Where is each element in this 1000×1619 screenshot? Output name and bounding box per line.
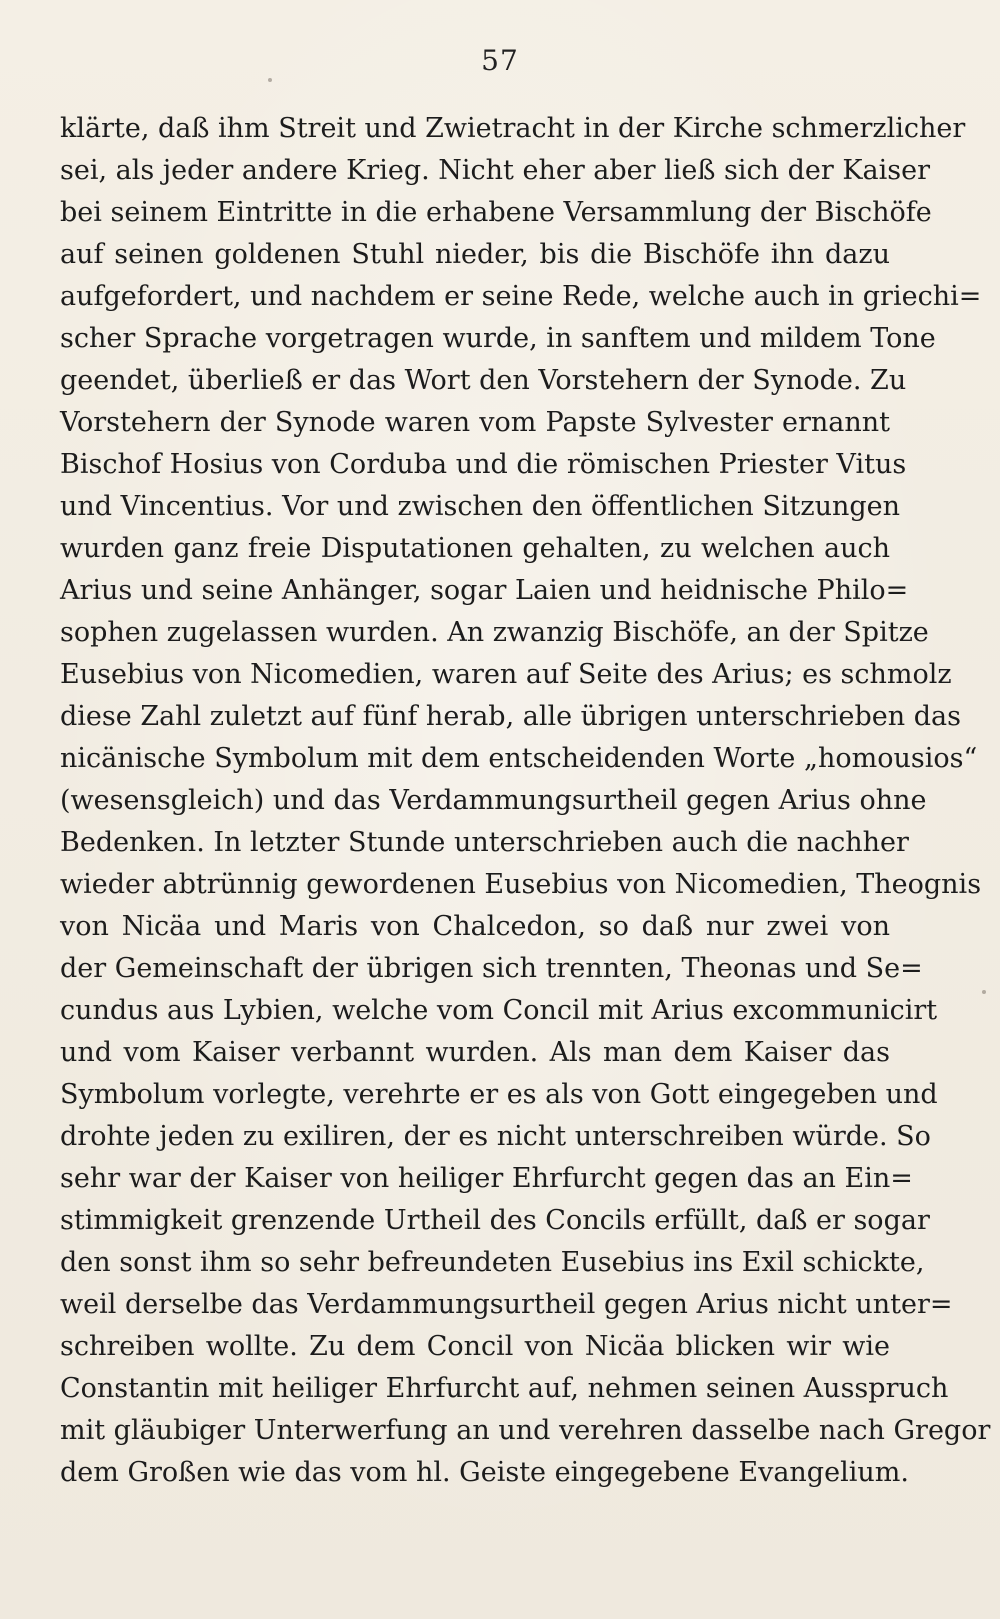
text-line: Symbolum vorlegte, verehrte er es als von Gott eingegeben und	[60, 1079, 938, 1110]
text-line: Vorstehern der Synode waren vom Papste Sylvester ernannt	[60, 407, 890, 438]
text-line: Constantin mit heiliger Ehrfurcht auf, nehmen seinen Ausspruch	[60, 1373, 949, 1404]
text-line: weil derselbe das Verdammungsurtheil gegen Arius nicht unter=	[60, 1289, 953, 1320]
text-line: auf seinen goldenen Stuhl nieder, bis die Bischöfe ihn dazu	[60, 239, 890, 270]
text-line: und Vincentius. Vor und zwischen den öffentlichen Sitzungen	[60, 491, 901, 522]
body-text	[60, 108, 991, 1494]
text-line: wieder abtrünnig gewordenen Eusebius von Nicomedien, Theognis	[60, 869, 982, 900]
text-line: sehr war der Kaiser von heiliger Ehrfurcht gegen das an Ein=	[60, 1163, 913, 1194]
text-line: stimmigkeit grenzende Urtheil des Concils erfüllt, daß er sogar	[60, 1205, 930, 1236]
text-line: geendet, überließ er das Wort den Vorstehern der Synode. Zu	[60, 365, 907, 396]
text-line: klärte, daß ihm Streit und Zwietracht in der Kirche schmerzlicher	[60, 113, 966, 144]
text-line: (wesensgleich) und das Verdammungsurtheil gegen Arius ohne	[60, 785, 927, 816]
text-line: Bedenken. In letzter Stunde unterschrieben auch die nachher	[60, 827, 909, 858]
text-line: Eusebius von Nicomedien, waren auf Seite des Arius; es schmolz	[60, 659, 952, 690]
paper-speck	[268, 78, 272, 82]
text-line: bei seinem Eintritte in die erhabene Versammlung der Bischöfe	[60, 197, 932, 228]
text-line: scher Sprache vorgetragen wurde, in sanftem und mildem Tone	[60, 323, 936, 354]
text-line: dem Großen wie das vom hl. Geiste eingegebene Evangelium.	[60, 1457, 909, 1488]
text-line: von Nicäa und Maris von Chalcedon, so daß nur zwei von	[60, 911, 890, 942]
text-line: nicänische Symbolum mit dem entscheidenden Worte „homousios“	[60, 743, 978, 774]
text-line: cundus aus Lybien, welche vom Concil mit Arius excommunicirt	[60, 995, 938, 1026]
text-line: und vom Kaiser verbannt wurden. Als man dem Kaiser das	[60, 1037, 890, 1068]
text-line: drohte jeden zu exiliren, der es nicht unterschreiben würde. So	[60, 1121, 931, 1152]
text-line: diese Zahl zuletzt auf fünf herab, alle übrigen unterschrieben das	[60, 701, 961, 732]
text-line: mit gläubiger Unterwerfung an und verehren dasselbe nach Gregor	[60, 1415, 991, 1446]
text-line: sei, als jeder andere Krieg. Nicht eher aber ließ sich der Kaiser	[60, 155, 930, 186]
text-line: der Gemeinschaft der übrigen sich trennten, Theonas und Se=	[60, 953, 923, 984]
text-line: wurden ganz freie Disputationen gehalten, zu welchen auch	[60, 533, 890, 564]
text-line: sophen zugelassen wurden. An zwanzig Bischöfe, an der Spitze	[60, 617, 929, 648]
text-line: Arius und seine Anhänger, sogar Laien und heidnische Philo=	[60, 575, 909, 606]
paper-speck	[982, 990, 986, 994]
text-line: aufgefordert, und nachdem er seine Rede, welche auch in griechi=	[60, 281, 982, 312]
text-line: schreiben wollte. Zu dem Concil von Nicäa blicken wir wie	[60, 1331, 890, 1362]
text-line: Bischof Hosius von Corduba und die römischen Priester Vitus	[60, 449, 907, 480]
text-line: den sonst ihm so sehr befreundeten Eusebius ins Exil schickte,	[60, 1247, 925, 1278]
page-number: 57	[481, 44, 519, 77]
